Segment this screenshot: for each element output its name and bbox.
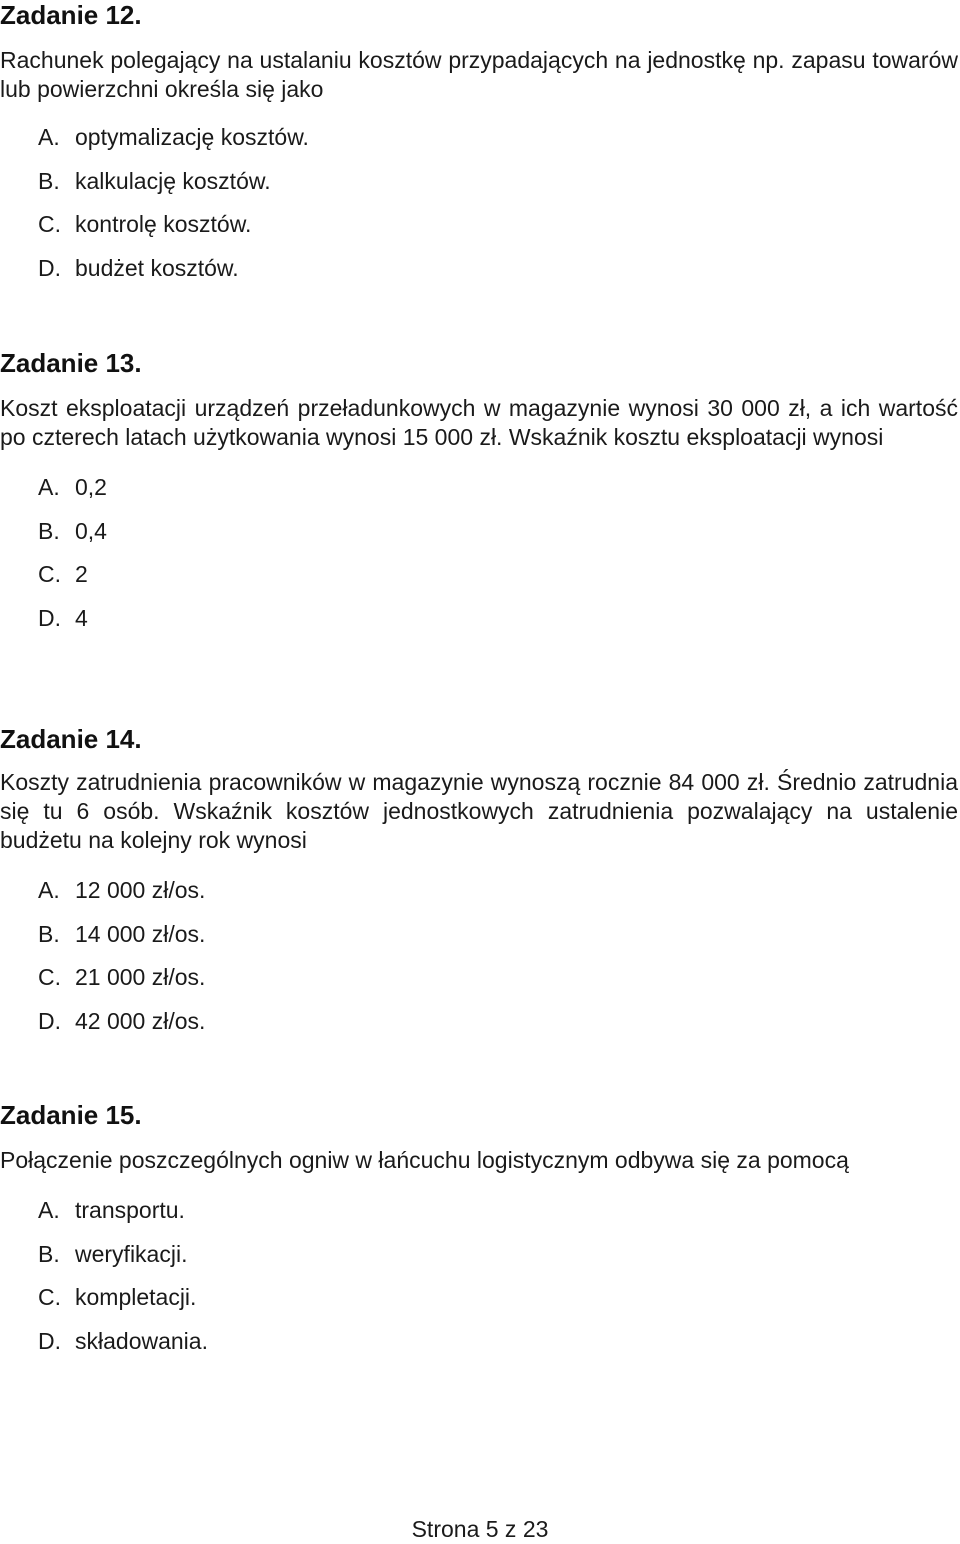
answer-option-b — [38, 913, 958, 957]
answer-option-d — [38, 1000, 958, 1044]
task-title: Zadanie 15. — [0, 1100, 142, 1130]
option-text: składowania. — [75, 1327, 208, 1354]
option-letter: C. — [38, 1284, 61, 1311]
answer-option-b — [38, 510, 958, 554]
answer-option-d — [38, 1320, 958, 1364]
option-letter: A. — [38, 1197, 60, 1223]
option-text: 2 — [75, 561, 88, 588]
option-text: 21 000 zł/os. — [75, 964, 206, 991]
task-title: Zadanie 12. — [0, 0, 142, 30]
answer-option-c — [38, 203, 958, 247]
option-letter: B. — [38, 517, 60, 544]
option-text: 12 000 zł/os. — [75, 877, 206, 903]
option-letter: B. — [38, 1240, 60, 1267]
option-letter: C. — [38, 964, 61, 991]
answer-option-d — [38, 597, 958, 641]
answer-option-c — [38, 553, 958, 597]
option-text: transportu. — [75, 1197, 185, 1223]
answer-option-a — [38, 869, 958, 913]
answer-option-a — [38, 1189, 958, 1233]
option-text: 4 — [75, 604, 88, 631]
option-letter: A. — [38, 124, 60, 150]
option-letter: A. — [38, 877, 60, 903]
option-letter: D. — [38, 1007, 61, 1034]
option-letter: D. — [38, 1327, 61, 1354]
option-text: optymalizację kosztów. — [75, 124, 309, 150]
option-letter: B. — [38, 167, 60, 194]
task-13 — [0, 348, 958, 640]
answer-options — [0, 466, 958, 640]
answer-option-d — [38, 247, 958, 291]
answer-options — [0, 1189, 958, 1363]
option-text: kalkulację kosztów. — [75, 167, 271, 194]
task-title: Zadanie 14. — [0, 724, 142, 754]
page-number: Strona 5 z 23 — [411, 1516, 549, 1542]
answer-options — [0, 116, 958, 290]
task-question: Połączenie poszczególnych ogniw w łańcuchu logistycznym odbywa się za pomocą — [0, 1147, 849, 1173]
answer-option-a — [38, 116, 958, 160]
answer-options — [0, 869, 958, 1043]
answer-option-a — [38, 466, 958, 510]
task-question: Koszt eksploatacji urządzeń przeładunkowych w magazynie wynosi 30 000 zł, a ich wartość po czterech latach użytkowania wynosi 15 000 zł. Wskaźnik kosztu eksploatacji wynosi — [0, 395, 958, 450]
option-text: 14 000 zł/os. — [75, 920, 206, 947]
task-title: Zadanie 13. — [0, 348, 142, 378]
option-text: 0,4 — [75, 517, 107, 544]
option-letter: A. — [38, 474, 60, 500]
option-text: budżet kosztów. — [75, 254, 239, 281]
option-letter: D. — [38, 254, 61, 281]
task-14 — [0, 724, 958, 1043]
option-text: 0,2 — [75, 474, 107, 500]
option-text: weryfikacji. — [75, 1240, 188, 1267]
task-question: Rachunek polegający na ustalaniu kosztów przypadających na jednostkę np. zapasu towarów lub powierzchni określa się jako — [0, 47, 958, 102]
answer-option-b — [38, 160, 958, 204]
option-letter: C. — [38, 211, 61, 238]
option-text: kontrolę kosztów. — [75, 211, 252, 238]
option-letter: D. — [38, 604, 61, 631]
answer-option-c — [38, 956, 958, 1000]
option-letter: B. — [38, 920, 60, 947]
answer-option-c — [38, 1276, 958, 1320]
answer-option-b — [38, 1233, 958, 1277]
option-text: kompletacji. — [75, 1284, 197, 1311]
task-15 — [0, 1100, 958, 1363]
task-question: Koszty zatrudnienia pracowników w magazynie wynoszą rocznie 84 000 zł. Średnio zatrudnia się tu 6 osób. Wskaźnik kosztów jednostkowych zatrudnienia pozwalający na ustalenie budżetu na kolejny rok wynosi — [0, 769, 958, 853]
option-text: 42 000 zł/os. — [75, 1007, 206, 1034]
option-letter: C. — [38, 561, 61, 588]
task-12 — [0, 0, 958, 290]
